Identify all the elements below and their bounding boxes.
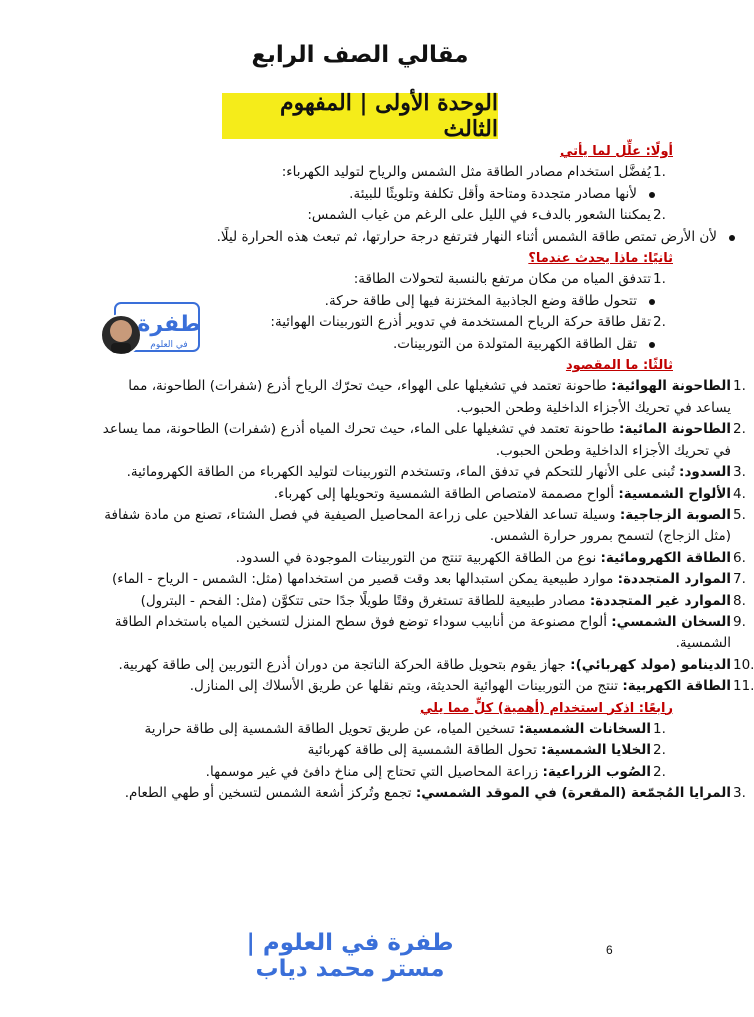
item-term: الدينامو (مولد كهربائي): [570, 656, 731, 673]
item-text: ألواح مصنوعة من أنابيب سوداء توضع فوق سطح المنزل لتسخين المياه باستخدام الطاقة الشمسية. [114, 613, 731, 652]
item-text: طاحونة تعتمد في تشغيلها على الماء، حيث تحرك المياه أذرع (شفرات) الطاحونة، مما يساعد في تحريك الأجزاء الداخلية وطحن الحبوب. [102, 421, 731, 459]
item-text: جهاز يقوم بتحويل طاقة الحركة الناتجة من دوران أذرع التوربين إلى طاقة كهربية. [118, 656, 566, 673]
item-text: نوع من الطاقة الكهربية تنتج من التوربينات الموجودة في السدود. [235, 549, 597, 566]
bullet-item [95, 227, 753, 248]
item-number: 1. [653, 271, 666, 288]
item-number: 10. [733, 656, 754, 673]
item-number: 3. [733, 464, 746, 481]
item-number: 5. [733, 506, 746, 523]
list-item [95, 591, 753, 612]
list-item [95, 205, 673, 226]
item-text: تحول الطاقة الشمسية إلى طاقة كهربائية [307, 742, 537, 759]
item-term: الخلايا الشمسية: [541, 742, 651, 759]
item-text: مصادر طبيعية للطاقة تستغرق وقتًا طويلًا جدًا حتى تتكوَّن (مثل: الفحم - البترول) [140, 592, 586, 609]
item-text: تتدفق المياه من مكان مرتفع بالنسبة لتحولات الطاقة: [353, 271, 651, 288]
svg-text:طفرة: طفرة [137, 312, 201, 337]
item-text: موارد طبيعية يمكن استبدالها بعد وقت قصير من استخدامها (مثل: الشمس - الرياح - الماء) [111, 571, 614, 588]
item-number: 6. [733, 549, 746, 566]
content-body [95, 141, 754, 805]
list-item [95, 719, 673, 740]
item-text: يمكننا الشعور بالدفء في الليل على الرغم من غياب الشمس: [307, 207, 651, 224]
item-text: تقل الطاقة الكهربية المتولدة من التوربينات. [392, 335, 637, 352]
footer-brand: طفرة في العلوم | مستر محمد دياب [246, 930, 454, 982]
item-number: 11. [733, 678, 754, 695]
list-item [95, 419, 753, 462]
item-text: تُبنى على الأنهار للتحكم في تدفق الماء، وتستخدم التوربينات لتوليد الكهرباء من الطاقة الكهرومائية. [126, 464, 675, 481]
item-term: الطاقة الكهربية: [622, 678, 731, 695]
item-number: 1. [653, 164, 666, 181]
list-item [95, 740, 673, 761]
item-term: الطاحونة الهوائية: [611, 378, 731, 395]
item-number: 2. [733, 421, 746, 438]
list-item [95, 484, 753, 505]
item-number: 3. [733, 785, 746, 802]
item-text: لأنها مصادر متجددة ومتاحة وأقل تكلفة وتلويثًا للبيئة. [349, 185, 637, 202]
item-term: الموارد المتجددة: [617, 571, 731, 588]
list-item [95, 762, 673, 783]
item-text: تتحول طاقة وضع الجاذبية المختزنة فيها إلى طاقة حركة. [324, 292, 637, 309]
bullet-item [95, 334, 673, 355]
item-term: السدود: [679, 464, 731, 481]
list-item [95, 505, 753, 548]
section-heading-4: رابعًا: اذكر استخدام (أهمية) كلٍّ مما يلي [420, 700, 673, 716]
list-item [95, 612, 753, 655]
item-number: 8. [733, 592, 746, 609]
item-text: طاحونة تعتمد في تشغيلها على الهواء، حيث تحرّك الرياح أذرع (شفرات) الطاحونة، مما يساعد في تحريك الأجزاء الداخلية وطحن الحبوب. [128, 378, 731, 416]
list-item [95, 783, 753, 804]
unit-banner: الوحدة الأولى | المفهوم الثالث [222, 93, 498, 139]
page-title: مقالي الصف الرابع [251, 42, 469, 68]
item-text: يُفضَّل استخدام مصادر الطاقة مثل الشمس والرياح لتوليد الكهرباء: [281, 164, 651, 181]
list-item [95, 676, 753, 697]
item-term: الموارد غير المتجددة: [589, 592, 731, 609]
item-number: 2. [653, 314, 666, 331]
item-text: وسيلة تساعد الفلاحين على زراعة المحاصيل الصيفية في فصل الشتاء، تصنع من مادة شفافة (مثل الزجاج) لتسمح بمرور حرارة الشمس. [104, 506, 731, 545]
svg-text:في العلوم: في العلوم [150, 340, 188, 350]
item-term: السخان الشمسي: [611, 613, 731, 630]
list-item [95, 376, 753, 419]
item-number: 9. [733, 613, 746, 630]
page-number: 6 [606, 943, 613, 957]
list-item [95, 269, 673, 290]
item-number: 1. [733, 378, 746, 395]
item-number: 4. [733, 485, 746, 502]
item-term: الطاقة الكهرومائية: [600, 549, 731, 566]
item-text: زراعة المحاصيل التي تحتاج إلى مناخ دافئ في غير موسمها. [205, 763, 539, 780]
item-number: 2. [653, 742, 666, 759]
item-term: الصوبة الزجاجية: [619, 506, 731, 523]
item-text: تقل طاقة حركة الرياح المستخدمة في تدوير أذرع التوربينات الهوائية: [270, 314, 651, 331]
list-item [95, 462, 753, 483]
item-number: 1. [653, 720, 666, 737]
item-number: 2. [653, 763, 666, 780]
item-number: 7. [733, 571, 746, 588]
list-item [95, 655, 753, 676]
item-text: لأن الأرض تمتص طاقة الشمس أثناء النهار فترتفع درجة حرارتها، ثم تبعث هذه الحرارة ليلًا. [216, 228, 717, 245]
item-text: تنتج من التوربينات الهوائية الحديثة، ويتم نقلها عن طريق الأسلاك إلى المنازل. [189, 678, 619, 695]
section-heading-3: ثالثًا: ما المقصود [565, 358, 673, 374]
item-text: ألواح مصممة لامتصاص الطاقة الشمسية وتحويلها إلى كهرباء. [273, 485, 615, 502]
list-item [95, 569, 753, 590]
bullet-item [95, 291, 673, 312]
item-number: 2. [653, 207, 666, 224]
section-heading-1: أولًا: علِّل لما يأتي [559, 144, 673, 159]
item-term: الصُوب الزراعية: [542, 763, 651, 780]
item-text: تجمع وتُركز أشعة الشمس لتسخين أو طهي الطعام. [124, 785, 412, 802]
item-text: تسخين المياه، عن طريق تحويل الطاقة الشمسية إلى طاقة حرارية [144, 720, 515, 737]
item-term: الطاحونة المائية: [618, 421, 731, 438]
list-item [95, 162, 673, 183]
item-term: السخانات الشمسية: [519, 720, 651, 737]
list-item [95, 548, 753, 569]
list-item [95, 312, 673, 333]
section-heading-2: ثانيًا: ماذا يحدث عندما؟ [528, 251, 673, 267]
item-term: الألواح الشمسية: [618, 485, 731, 502]
bullet-item [95, 184, 673, 205]
item-term: المرايا المُجمّعة (المقعرة) في الموقد الشمسي: [415, 785, 731, 802]
